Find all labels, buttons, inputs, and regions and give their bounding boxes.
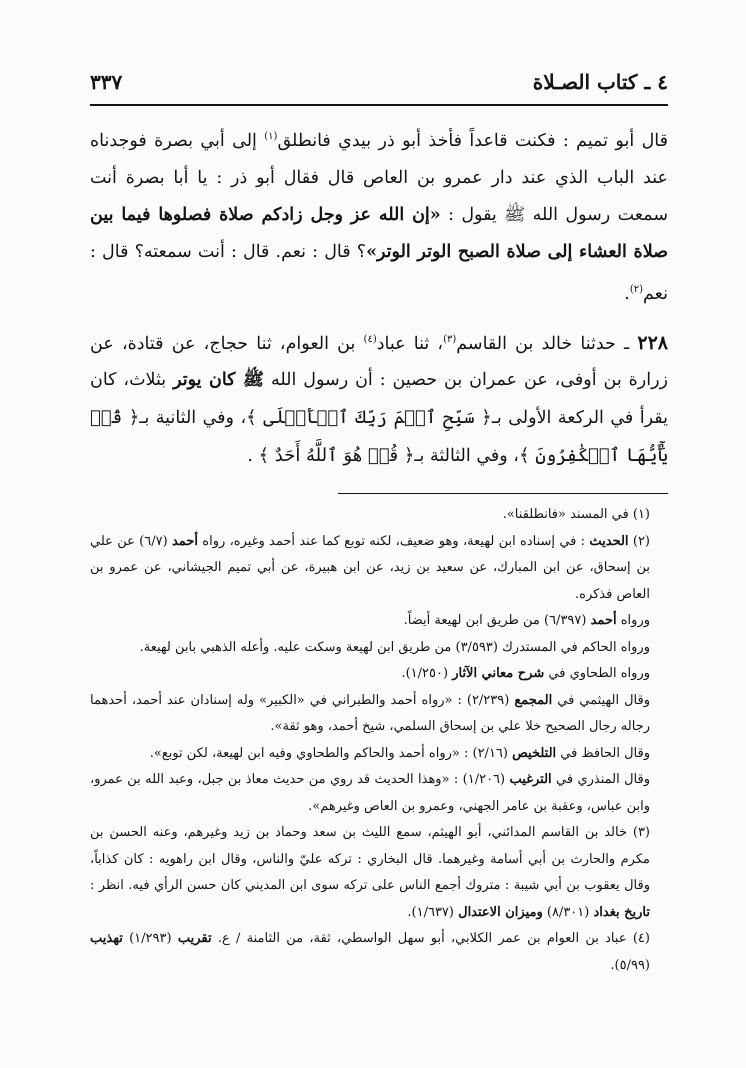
quran-verse-3: ﴿ قُلۡ هُوَ ٱللَّهُ أَحَدٌ ﴾ xyxy=(258,445,415,467)
footnote-separator xyxy=(338,493,668,494)
text: ، وفي الثانية بـ xyxy=(139,408,247,429)
footnote-ref-2: (٢) xyxy=(629,283,644,295)
footnote-3: (٣) خالد بن القاسم المدائني، أبو الهيثم، سمع الليث بن سعد وحماد بن زيد وغيرهم، وعنه الحسن بن مكرم والحارث بن أبي أسامة وغيرهما. قال البخاري : تركه عليّ والناس، وقال ابن راهويه : كان كذاباً، وقال يعقوب بن أبي شيبة : متروك أجمع الناس على تركه سوى ابن المديني كان حسن الرأي فيه. انظر : تاريخ بغداد (٨/٣٠١) وميزان الاعتدال (١/٦٣٧). xyxy=(90,825,650,920)
footnote-ref-4: (٤) xyxy=(363,333,377,345)
running-header xyxy=(90,70,668,104)
book-page xyxy=(90,70,668,979)
text: قال أبو تميم : فكنت قاعداً فأخذ أبو ذر بيدي فانطلق xyxy=(277,130,668,151)
text: ـ حدثنا خالد بن القاسم xyxy=(456,333,638,354)
footnotes xyxy=(90,502,668,979)
paragraph-continuation xyxy=(90,118,668,313)
text: . xyxy=(624,283,630,304)
header-rule xyxy=(90,104,668,106)
footnote-2-line-e: وقال الحافظ في التلخيص (٢/١٦) : «رواه أحمد والحاكم والطحاوي وفيه ابن لهيعة، لكن توبع». xyxy=(149,745,650,761)
text: . xyxy=(247,446,259,467)
footnote-ref-1: (١) xyxy=(264,131,278,142)
text: بن العوام، ثنا حجاج، عن قتادة، عن زرارة بن أوفى، عن عمران بن حصين : أن رسول الله xyxy=(90,333,669,391)
chapter-title: ٤ ـ كتاب الصـلاة xyxy=(532,70,668,94)
footnote-2-line-a: ورواه أحمد (٦/٣٩٧) من طريق ابن لهيعة أيضاً. xyxy=(403,613,650,629)
text: ، وفي الثالثة بـ xyxy=(414,446,519,467)
text: بثلاث، كان يقرأ في الركعة الأولى بـ xyxy=(90,370,669,429)
footnote-2-line-d: وقال الهيثمي في المجمع (٢/٢٣٩) : «رواه أحمد والطبراني في «الكبير» وله إسنادان عند أحمد، أحدهما رجاله رجال الصحيح خلا علي بن إسحاق السلمي، شيخ أحمد، وهو ثقة». xyxy=(90,692,651,735)
bold-text: ﷺ كان يوتر xyxy=(173,370,265,391)
footnote-2-line-b: ورواه الحاكم في المستدرك (٣/٥٩٣) من طريق ابن لهيعة وسكت عليه. وأعله الذهبي بابن لهيعة. xyxy=(139,639,650,655)
footnote-2: (٢) الحديث : في إسناده ابن لهيعة، وهو ضعيف، لكنه توبع كما عند أحمد وغيره، رواه أحمد (٦/٧) عن علي بن إسحاق، عن ابن المبارك، عن سعيد بن زيد، عن ابن هبيرة، عن أبي تميم الجيشاني، عن عمرو بن العاص فذكره. xyxy=(90,533,650,602)
footnote-4: (٤) عباد بن العوام بن عمر الكلابي، أبو سهل الواسطي، ثقة، من الثامنة / ع. تقريب (١/٢٩٣) تهذيب (٥/٩٩). xyxy=(90,931,650,973)
footnote-2-line-c: ورواه الطحاوي في شرح معاني الآثار (١/٢٥٠). xyxy=(401,666,650,682)
quran-verse-1: ﴿ سَبِّحِ ٱسۡمَ رَبِّكَ ٱلۡأَعۡلَى ﴾ xyxy=(246,407,492,429)
text: إلى أبي بصرة فوجدناه عند الباب الذي عند دار عمرو بن العاص قال فقال أبو ذر : يا أبا بصرة أنت سمعت رسول الله ﷺ يقول : xyxy=(90,130,668,225)
footnote-ref-3: (٣) xyxy=(443,333,457,345)
text: ، ثنا عباد xyxy=(376,333,444,354)
footnote-2-line-f: وقال المنذري في الترغيب (١/٢٠٦) : «وهذا الحديث قد روي من حديث معاذ بن جبل، وعبد الله بن عمرو، وابن عباس، وعقبة بن عامر الجهني، وعمرو بن العاص وغيرهم». xyxy=(90,772,650,814)
text: ؟ قال : نعم. قال : أنت سمعته؟ قال : نعم xyxy=(90,241,668,304)
quran-verse-2: ﴿ قُلۡ يَٰٓأَيُّهَا ٱلۡكَٰفِرُونَ ﴾ xyxy=(90,407,668,467)
hadith-228 xyxy=(90,321,668,476)
page-number: ٣٣٧ xyxy=(90,70,123,94)
prophetic-quote: «إن الله عز وجل زادكم صلاة فصلوها فيما بين صلاة العشاء إلى صلاة الصبح الوتر الوتر» xyxy=(90,204,668,262)
hadith-number: ٢٢٨ xyxy=(637,331,668,354)
footnote-1: (١) في المسند «فانطلقنا». xyxy=(502,507,650,523)
